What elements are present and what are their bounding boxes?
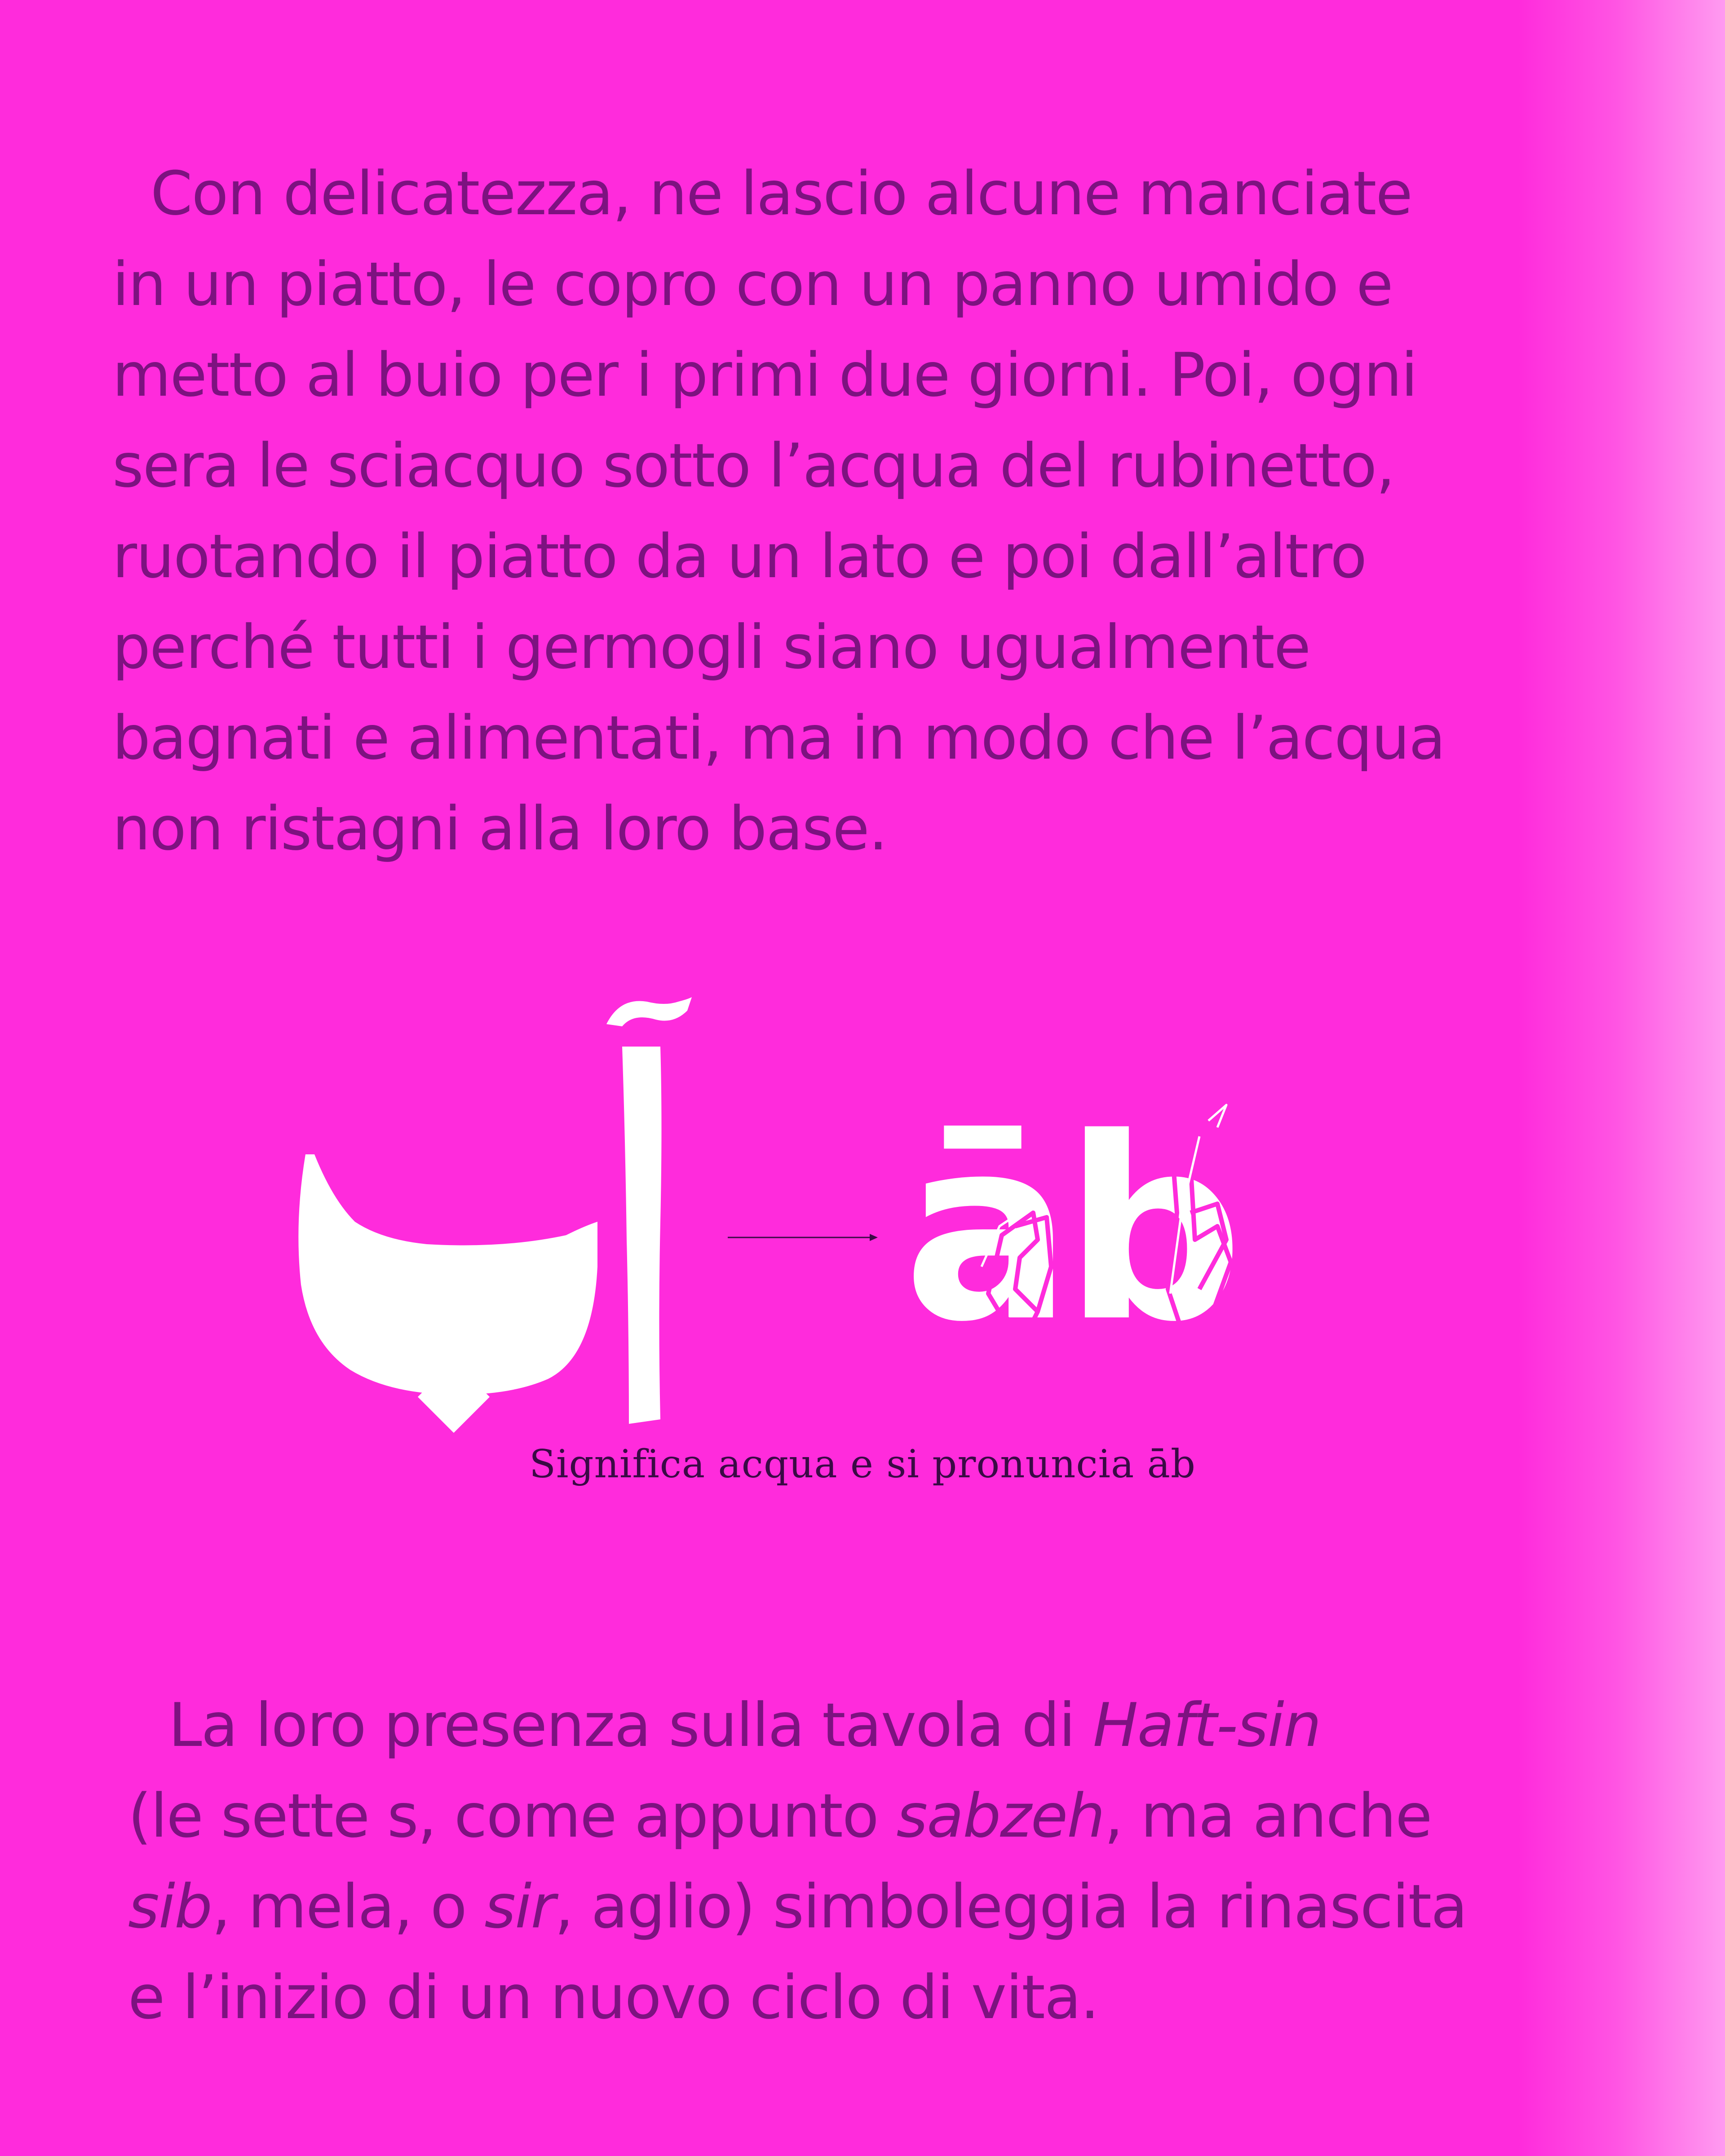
italic-term: sib xyxy=(128,1872,212,1942)
paragraph-line: in un piatto, le copro con un panno umido e xyxy=(112,249,1393,319)
paragraph-line: ruotando il piatto da un lato e poi dall’altro xyxy=(112,521,1367,592)
paragraph-line: non ristagni alla loro base. xyxy=(112,794,887,864)
illustration-caption: Significa acqua e si pronuncia āb xyxy=(529,1442,1196,1487)
paragraph-line xyxy=(128,1861,1610,1952)
italic-term: sabzeh xyxy=(896,1781,1105,1851)
text-run: (le sette s, come appunto xyxy=(128,1781,897,1851)
italic-term: sir xyxy=(484,1872,555,1942)
text-run: , aglio) simboleggia la rinascita xyxy=(554,1872,1467,1942)
paragraph-line xyxy=(128,1771,1610,1861)
paragraph-line: bagnati e alimentati, ma in modo che l’acqua xyxy=(112,703,1445,773)
paragraph-line: e l’inizio di un nuovo ciclo di vita. xyxy=(128,1962,1099,2032)
blackletter-overlay-icon xyxy=(903,1078,1330,1377)
paragraph-haft-sin xyxy=(128,1680,1610,2043)
text-run: , mela, o xyxy=(212,1872,485,1942)
paragraph-line: sera le sciacquo sotto l’acqua del rubinetto, xyxy=(112,431,1394,501)
paragraph-line: metto al buio per i primi due giorni. Poi, ogni xyxy=(112,340,1417,410)
paragraph-line: Con delicatezza, ne lascio alcune manciate xyxy=(150,159,1412,229)
word-illustration xyxy=(0,979,1725,1518)
paragraph-sprouting xyxy=(112,148,1595,874)
paragraph-line xyxy=(128,1680,1610,1771)
arrow-right-icon xyxy=(727,1231,880,1244)
latin-word-text: āb xyxy=(903,1084,1235,1377)
italic-term: Haft-sin xyxy=(1092,1690,1321,1760)
text-run: , ma anche xyxy=(1104,1781,1432,1851)
paragraph-line: perché tutti i germogli siano ugualmente xyxy=(112,612,1310,682)
latin-word-ab xyxy=(903,1078,1330,1377)
arabic-word-ab-glyph xyxy=(288,988,719,1442)
text-run: La loro presenza sulla tavola di xyxy=(168,1690,1093,1760)
